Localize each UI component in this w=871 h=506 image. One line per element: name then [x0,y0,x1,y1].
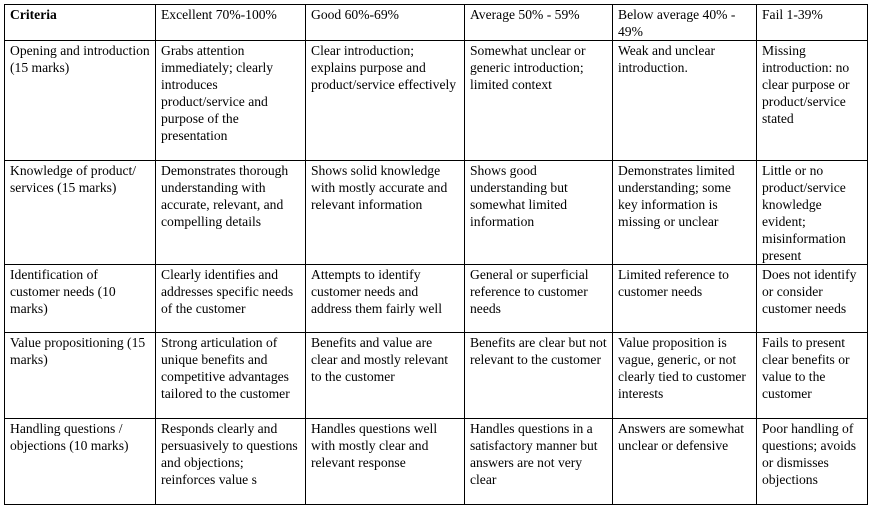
criterion-cell: Handling questions / objections (10 marks) [5,419,156,505]
good-cell: Attempts to identify customer needs and address them fairly well [306,265,465,333]
header-criteria: Criteria [5,5,156,41]
criterion-cell: Value propositioning (15 marks) [5,333,156,419]
average-cell: Somewhat unclear or generic introduction; limited context [465,41,613,161]
fail-cell: Fails to present clear benefits or value to the customer [757,333,868,419]
good-cell: Benefits and value are clear and mostly relevant to the customer [306,333,465,419]
excellent-cell: Demonstrates thorough understanding with accurate, relevant, and compelling details [156,161,306,265]
table-row [5,333,868,419]
table-row [5,41,868,161]
table-row [5,419,868,505]
fail-cell: Missing introduction: no clear purpose or product/service stated [757,41,868,161]
table-row [5,161,868,265]
rubric-table [4,4,868,505]
below-average-cell: Limited reference to customer needs [613,265,757,333]
criterion-cell: Knowledge of product/ services (15 marks) [5,161,156,265]
excellent-cell: Responds clearly and persuasively to questions and objections; reinforces value s [156,419,306,505]
table-row [5,265,868,333]
header-excellent: Excellent 70%-100% [156,5,306,41]
average-cell: Handles questions in a satisfactory manner but answers are not very clear [465,419,613,505]
good-cell: Handles questions well with mostly clear and relevant response [306,419,465,505]
excellent-cell: Grabs attention immediately; clearly introduces product/service and purpose of the presentation [156,41,306,161]
average-cell: Benefits are clear but not relevant to the customer [465,333,613,419]
header-good: Good 60%-69% [306,5,465,41]
fail-cell: Does not identify or consider customer needs [757,265,868,333]
below-average-cell: Demonstrates limited understanding; some key information is missing or unclear [613,161,757,265]
average-cell: General or superficial reference to customer needs [465,265,613,333]
excellent-cell: Clearly identifies and addresses specific needs of the customer [156,265,306,333]
header-below-average: Below average 40% - 49% [613,5,757,41]
excellent-cell: Strong articulation of unique benefits and competitive advantages tailored to the customer [156,333,306,419]
criterion-cell: Opening and introduction (15 marks) [5,41,156,161]
fail-cell: Little or no product/service knowledge evident; misinformation present [757,161,868,265]
criterion-cell: Identification of customer needs (10 marks) [5,265,156,333]
average-cell: Shows good understanding but somewhat limited information [465,161,613,265]
table-header-row [5,5,868,41]
good-cell: Shows solid knowledge with mostly accurate and relevant information [306,161,465,265]
below-average-cell: Answers are somewhat unclear or defensive [613,419,757,505]
fail-cell: Poor handling of questions; avoids or dismisses objections [757,419,868,505]
below-average-cell: Weak and unclear introduction. [613,41,757,161]
below-average-cell: Value proposition is vague, generic, or not clearly tied to customer interests [613,333,757,419]
good-cell: Clear introduction; explains purpose and product/service effectively [306,41,465,161]
header-average: Average 50% - 59% [465,5,613,41]
header-fail: Fail 1-39% [757,5,868,41]
